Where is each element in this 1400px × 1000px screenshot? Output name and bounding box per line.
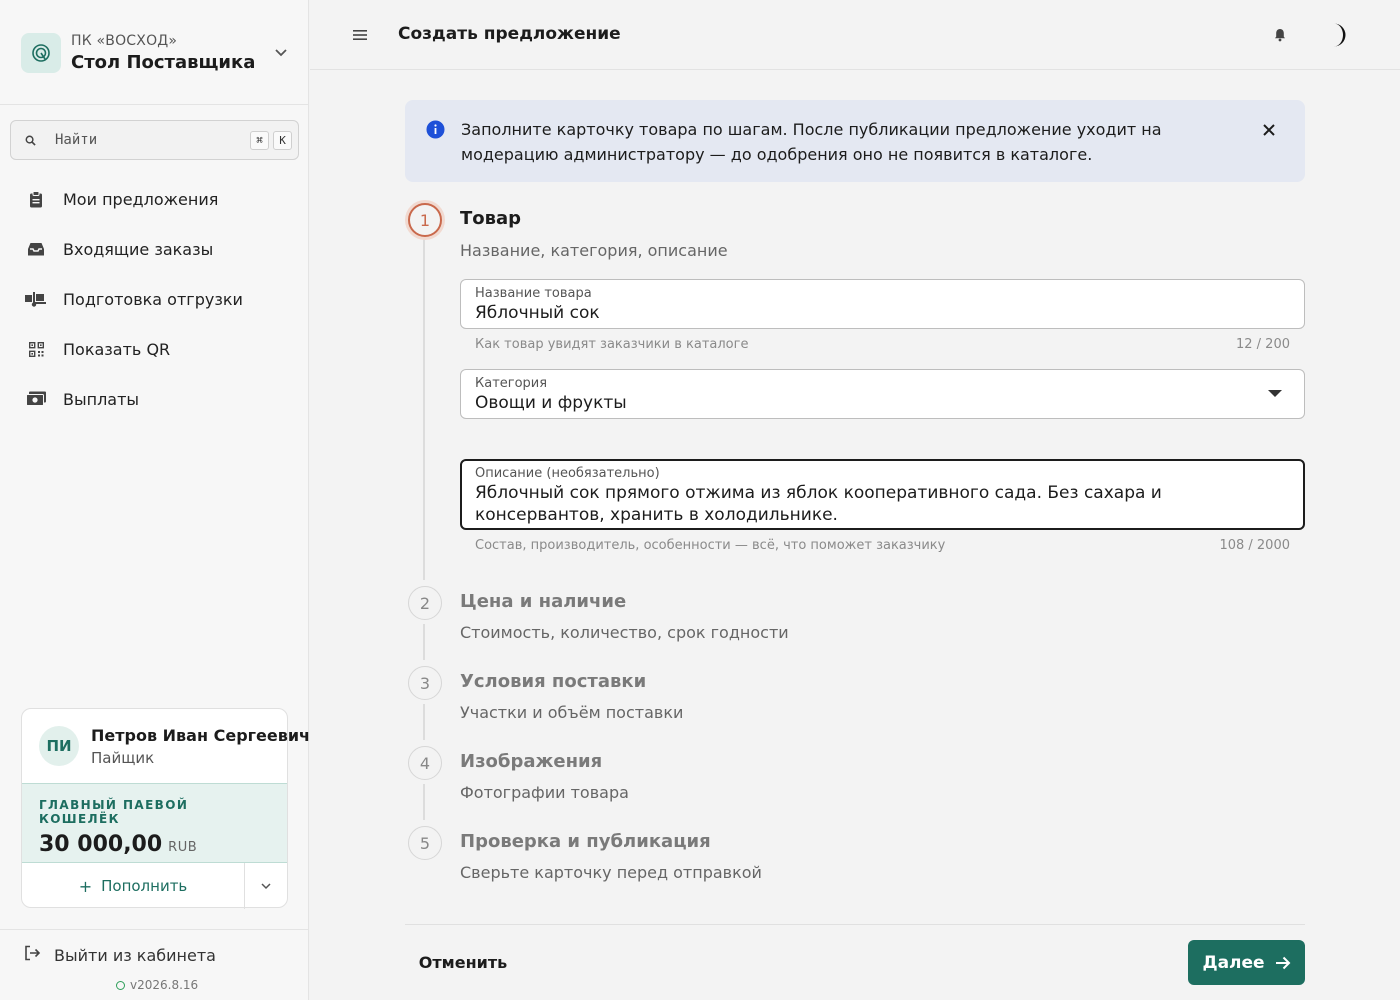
info-alert xyxy=(405,100,1305,182)
cancel-button[interactable]: Отменить xyxy=(418,953,508,972)
product-name-value[interactable]: Яблочный сок xyxy=(475,303,600,323)
hamburger-icon xyxy=(353,30,367,40)
sidebar-item-label: Подготовка отгрузки xyxy=(63,289,243,309)
chevron-down-icon[interactable] xyxy=(271,43,291,63)
step-5-indicator[interactable]: 5 xyxy=(408,826,442,860)
next-label: Далее xyxy=(1202,952,1265,973)
version-info xyxy=(116,978,198,992)
search-icon xyxy=(25,132,41,148)
sidebar-item-my-offers[interactable] xyxy=(14,174,296,224)
step-connector xyxy=(423,624,425,660)
description-hint: Состав, производитель, особенности — всё, что поможет заказчику xyxy=(475,538,946,553)
alert-text: Заполните карточку товара по шагам. После публикации предложение уходит на модерацию администратору — до одобрения оно не появится в каталоге. xyxy=(461,120,1162,164)
step-4-indicator[interactable]: 4 xyxy=(408,746,442,780)
description-helper xyxy=(475,538,1290,553)
moon-icon xyxy=(1329,22,1349,48)
caret-down-icon xyxy=(1268,390,1282,397)
chevron-down-icon xyxy=(261,883,271,889)
org-switcher[interactable] xyxy=(21,29,291,77)
sidebar-item-label: Входящие заказы xyxy=(63,239,214,259)
category-label: Категория xyxy=(475,376,548,391)
menu-toggle-button[interactable] xyxy=(350,25,370,45)
top-bar xyxy=(310,0,1400,70)
sidebar-item-label: Выплаты xyxy=(63,389,140,409)
alert-close-button[interactable] xyxy=(1259,120,1279,140)
step-1-title[interactable]: Товар xyxy=(460,208,522,229)
truck-loading-icon xyxy=(26,289,46,309)
divider xyxy=(0,104,309,105)
logout-label: Выйти из кабинета xyxy=(54,945,216,965)
user-card xyxy=(21,708,311,908)
step-connector xyxy=(423,704,425,740)
sidebar-item-label: Мои предложения xyxy=(63,189,219,209)
step-4-subtitle: Фотографии товара xyxy=(460,783,629,802)
sidebar-item-shipment-prep[interactable] xyxy=(14,274,296,324)
step-5-title[interactable]: Проверка и публикация xyxy=(460,831,711,852)
logout-icon xyxy=(24,945,40,965)
search-input[interactable] xyxy=(10,120,299,160)
step-connector xyxy=(423,238,425,580)
plus-icon: + xyxy=(78,876,93,896)
sidebar-item-payouts[interactable] xyxy=(14,374,296,424)
qr-code-icon xyxy=(26,339,46,359)
money-bill-icon xyxy=(26,389,46,409)
theme-toggle-button[interactable] xyxy=(1325,21,1353,49)
sidebar-item-incoming-orders[interactable] xyxy=(14,224,296,274)
wallet-menu-button[interactable] xyxy=(244,863,287,909)
notifications-button[interactable] xyxy=(1270,25,1290,45)
description-field[interactable] xyxy=(460,459,1305,530)
inbox-icon xyxy=(26,239,46,259)
shortcut-key-cmd: ⌘ xyxy=(250,131,269,150)
sidebar-nav xyxy=(14,174,296,424)
shortcut-key-k: K xyxy=(273,131,292,150)
version-label: v2026.8.16 xyxy=(130,978,199,992)
step-2-title[interactable]: Цена и наличие xyxy=(460,591,627,612)
org-subtitle: ПК «ВОСХОД» xyxy=(71,33,178,49)
step-4-title[interactable]: Изображения xyxy=(460,751,603,772)
step-3-indicator[interactable]: 3 xyxy=(408,666,442,700)
wallet-label: ГЛАВНЫЙ ПАЕВОЙ КОШЕЛЁК xyxy=(39,798,189,826)
step-connector xyxy=(423,784,425,820)
category-select[interactable] xyxy=(460,369,1305,419)
product-name-label: Название товара xyxy=(475,286,592,301)
user-name: Петров Иван Сергеевич xyxy=(91,725,311,745)
description-label: Описание (необязательно) xyxy=(475,466,660,481)
product-name-field[interactable] xyxy=(460,279,1305,329)
step-1-subtitle: Название, категория, описание xyxy=(460,241,728,260)
product-name-counter: 12 / 200 xyxy=(1236,337,1290,352)
step-2-subtitle: Стоимость, количество, срок годности xyxy=(460,623,789,642)
wallet-panel xyxy=(22,783,287,863)
step-3-title[interactable]: Условия поставки xyxy=(460,671,647,692)
product-name-helper xyxy=(475,337,1290,352)
clipboard-icon xyxy=(26,189,46,209)
category-value: Овощи и фрукты xyxy=(475,393,627,413)
divider xyxy=(405,924,1305,925)
org-title: Стол Поставщика xyxy=(71,52,256,73)
product-name-hint: Как товар увидят заказчики в каталоге xyxy=(475,337,749,352)
bell-icon xyxy=(1274,28,1286,42)
close-icon xyxy=(1263,124,1275,136)
user-profile[interactable] xyxy=(22,709,311,783)
user-role: Пайщик xyxy=(91,748,155,767)
divider xyxy=(0,929,309,930)
step-3-subtitle: Участки и объём поставки xyxy=(460,703,684,722)
sidebar-item-show-qr[interactable] xyxy=(14,324,296,374)
search-placeholder: Найти xyxy=(55,132,98,148)
info-icon xyxy=(426,120,445,143)
topup-label: Пополнить xyxy=(101,877,188,895)
sidebar-item-label: Показать QR xyxy=(63,339,171,359)
next-button[interactable] xyxy=(1188,940,1305,985)
wallet-amount: 30 000,00 xyxy=(39,832,163,857)
logout-button[interactable] xyxy=(24,945,216,965)
org-logo-icon xyxy=(21,33,61,73)
topup-button[interactable] xyxy=(22,863,244,909)
page-title: Создать предложение xyxy=(398,24,621,44)
wallet-currency: RUB xyxy=(168,840,198,855)
step-2-indicator[interactable]: 2 xyxy=(408,586,442,620)
description-counter: 108 / 2000 xyxy=(1219,538,1290,553)
description-value[interactable]: Яблочный сок прямого отжима из яблок кооперативного сада. Без сахара и консервантов, хранить в холодильнике. xyxy=(475,483,1162,525)
step-5-subtitle: Сверьте карточку перед отправкой xyxy=(460,863,762,882)
step-1-indicator[interactable]: 1 xyxy=(408,203,442,237)
sidebar xyxy=(0,0,309,1000)
status-dot-icon xyxy=(116,981,125,990)
arrow-right-icon xyxy=(1275,956,1291,970)
avatar: ПИ xyxy=(39,726,79,766)
